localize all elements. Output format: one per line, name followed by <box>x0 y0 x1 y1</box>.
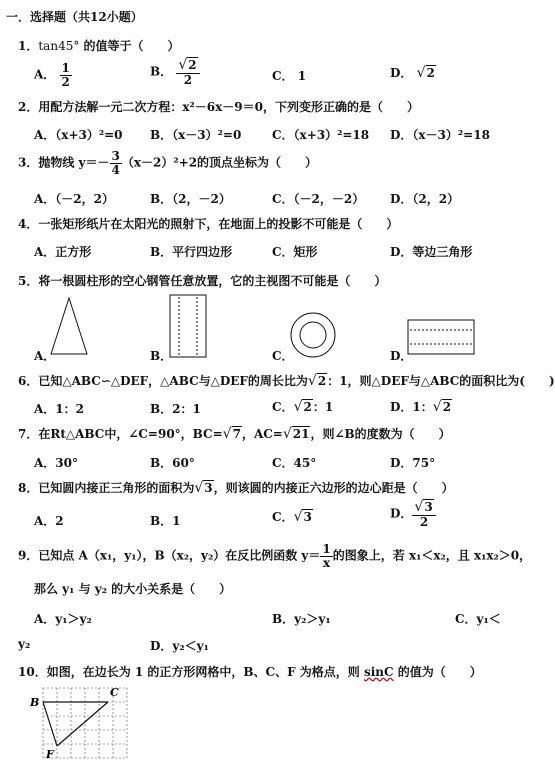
q5-triangle-figure <box>48 296 90 358</box>
q1-stem-text: 的值等于（ ） <box>79 39 180 53</box>
q10-grid-figure <box>28 684 138 768</box>
q3-fraction: $\frac{3}{4}$ <box>111 149 120 177</box>
q2-option-d[interactable]: D．（x－3）²=18 <box>390 128 490 142</box>
q2-option-b[interactable]: B．（x－3）²=0 <box>150 128 242 142</box>
q1-option-b[interactable]: B． $\frac{√2}{2}$ <box>150 58 200 86</box>
question-9-stem: 9．已知点 A（x₁，y₁），B（x₂，y₂）在反比例函数 y＝ $\frac{1}{x}$ 的图象上，若 x₁＜x₂，且 x₁x₂＞0， <box>18 542 532 570</box>
q9-option-c-continued: y₂ <box>18 637 31 651</box>
sinc-text: sinC <box>363 665 394 679</box>
q9-option-b[interactable]: B．y₂＞y₁ <box>272 612 331 626</box>
q3-option-d[interactable]: D．（2，2） <box>390 192 460 206</box>
question-5-stem: 5．将一根圆柱形的空心钢管任意放置，它的主视图不可能是（ ） <box>18 274 387 288</box>
q6-option-d[interactable]: D．1：√2 <box>390 399 452 415</box>
q5-rectangle-horizontal-figure <box>406 318 476 358</box>
question-4-stem: 4．一张矩形纸片在太阳光的照射下，在地面上的投影不可能是（ ） <box>18 217 399 231</box>
q5-option-c[interactable]: C． <box>272 349 294 363</box>
q6-option-c[interactable]: C．√2：1 <box>272 399 334 415</box>
q1-tan: tan45° <box>38 39 80 53</box>
question-1-stem <box>18 37 180 54</box>
q1-option-a[interactable]: A． $\frac{1}{2}$ <box>34 61 70 89</box>
label-f: F <box>46 748 54 761</box>
q7-option-c[interactable]: C．45° <box>272 456 317 470</box>
question-10-stem: 10．如图，在边长为 1 的正方形网格中，B、C、F 为格点，则 sinC 的值为（ ） <box>18 665 482 679</box>
q1-option-d[interactable]: D． √2 <box>390 65 435 81</box>
q9-fraction: $\frac{1}{x}$ <box>322 542 331 570</box>
q9-option-d[interactable]: D．y₂＜y₁ <box>150 639 209 653</box>
question-9-line2: 那么 y₁ 与 y₂ 的大小关系是（ ） <box>34 582 232 596</box>
q7-option-a[interactable]: A．30° <box>34 456 79 470</box>
question-2-stem: 2．用配方法解一元二次方程：x²－6x－9＝0，下列变形正确的是（ ） <box>18 100 419 114</box>
q1-number: 1． <box>18 39 39 53</box>
q1-option-c[interactable]: C． 1 <box>272 69 307 83</box>
q8-option-d[interactable]: D． $\frac{√3}{2}$ <box>390 500 436 528</box>
q8-option-c[interactable]: C．√3 <box>272 509 312 525</box>
q7-option-b[interactable]: B．60° <box>150 456 195 470</box>
q1-a-fraction: $\frac{1}{2}$ <box>61 61 70 89</box>
q2-option-c[interactable]: C．（x+3）²=18 <box>272 128 370 142</box>
q8-option-a[interactable]: A．2 <box>34 514 64 528</box>
q7-option-d[interactable]: D．75° <box>390 456 436 470</box>
q9-option-a[interactable]: A．y₁＞y₂ <box>34 612 92 626</box>
q6-option-a[interactable]: A．1：2 <box>34 402 85 416</box>
q3-option-b[interactable]: B．（2，－2） <box>150 192 231 206</box>
q1-b-fraction: $\frac{√2}{2}$ <box>176 58 199 86</box>
q5-rectangle-dashed-figure <box>166 293 210 359</box>
question-7-stem: 7．在Rt△ABC中，∠C=90°，BC=√7，AC=√21，则∠B的度数为（ ） <box>18 426 451 442</box>
q6-option-b[interactable]: B．2：1 <box>150 402 201 416</box>
q3-option-c[interactable]: C．（－2，－2） <box>272 192 365 206</box>
q2-option-a[interactable]: A．（x+3）²=0 <box>34 128 123 142</box>
question-6-stem: 6．已知△ABC∽△DEF，△ABC与△DEF的周长比为√2：1，则△DEF与△ABC的面积比为( ) <box>18 373 555 389</box>
question-8-stem: 8．已知圆内接正三角形的面积为√3，则该圆的内接正六边形的边心距是（ ） <box>18 480 454 496</box>
question-3-stem: 3．抛物线 y＝－ $\frac{3}{4}$ （x－2）²+2的顶点坐标为（ ） <box>18 149 318 177</box>
q5-option-d[interactable]: D． <box>390 349 413 363</box>
section-title: 一．选择题（共12小题） <box>6 10 143 24</box>
q5-option-b[interactable]: B． <box>150 349 173 363</box>
q3-option-a[interactable]: A．（－2，2） <box>34 192 115 206</box>
q4-option-d[interactable]: D．等边三角形 <box>390 245 473 259</box>
q8-option-b[interactable]: B．1 <box>150 514 181 528</box>
q9-option-c[interactable]: C．y₁＜ <box>455 612 501 626</box>
q4-option-a[interactable]: A．正方形 <box>34 245 92 259</box>
q5-concentric-circles-figure <box>288 310 338 360</box>
q5-option-a[interactable]: A． <box>34 349 56 363</box>
label-b: B <box>30 696 40 709</box>
q4-option-b[interactable]: B．平行四边形 <box>150 245 233 259</box>
label-c: C <box>110 686 119 699</box>
q4-option-c[interactable]: C．矩形 <box>272 245 318 259</box>
